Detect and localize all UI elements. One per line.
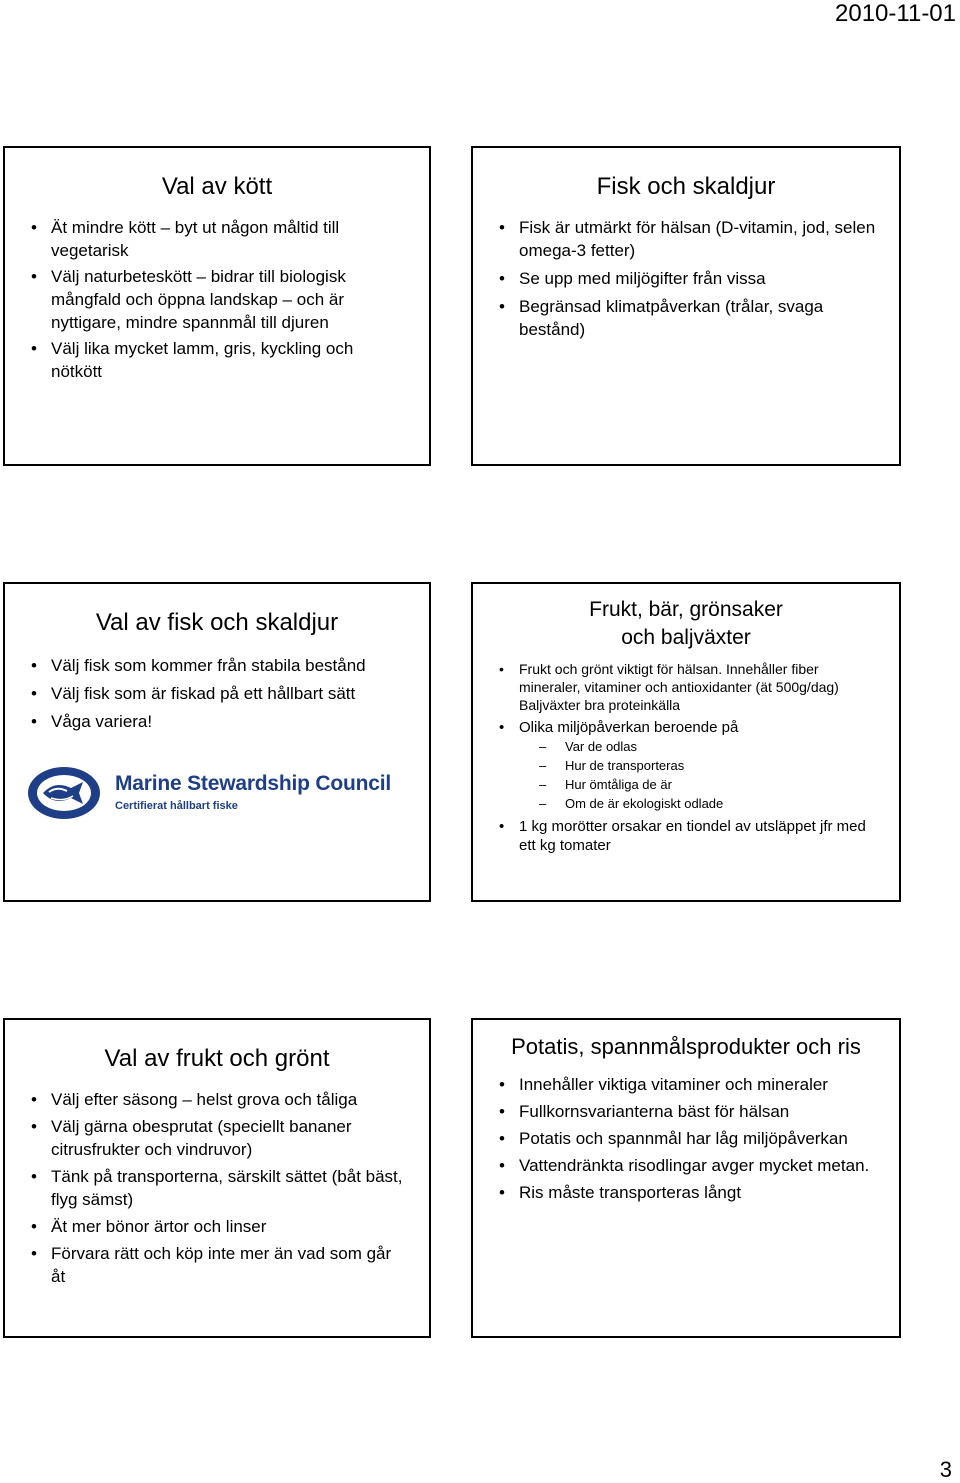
slide-fisk-och-skaldjur [471,146,901,466]
sub-bullet-item: – Hur de transporteras [539,758,685,773]
bullet-item: • Fisk är utmärkt för hälsan (D-vitamin, jod, selen omega-3 fetter) [499,218,876,260]
bullet-icon: • [499,1156,505,1175]
msc-fish-logo-icon [27,766,101,820]
bullet-item: • Våga variera! [31,712,153,731]
bullet-item: • Välj naturbeteskött – bidrar till biologisk mångfald och öppna landskap – och är nyttigare, mindre spannmål till djuren [31,267,346,332]
bullet-item: • Vattendränkta risodlingar avger mycket metan. [499,1156,870,1175]
dash-icon: – [539,777,547,792]
slide-title: Fisk och skaldjur [596,173,776,200]
msc-name: Marine Stewardship Council [115,772,392,795]
bullet-item: • Olika miljöpåverkan beroende på – Var de odlas – Hur de transporteras – Hur ömtåliga de är – Om de är ekologiskt odlade [497,718,879,813]
dash-icon: – [539,796,547,811]
bullet-item: • Ris måste transporteras långt [499,1183,742,1202]
bullet-icon: • [499,661,504,677]
sub-bullet-item: – Var de odlas [539,739,638,754]
sub-bullet-list [519,737,879,813]
slide-val-av-frukt-och-gront [3,1018,431,1338]
bullet-item: • Ät mindre kött – byt ut någon måltid till vegetarisk [31,218,340,260]
bullet-item: • Potatis och spannmål har låg miljöpåverkan [499,1129,848,1148]
bullet-icon: • [499,1075,505,1094]
page-number: 3 [939,1457,952,1482]
bullet-icon: • [499,818,505,835]
bullet-icon: • [499,269,505,288]
msc-logo [27,766,417,822]
bullet-list [497,660,879,855]
bullet-icon: • [499,1183,505,1202]
bullet-icon: • [31,1244,37,1263]
slide-title [473,596,899,652]
bullet-icon: • [31,267,37,286]
bullet-list [29,1088,409,1288]
bullet-icon: • [499,1129,505,1148]
bullet-item: • Ät mer bönor ärtor och linser [31,1217,267,1236]
sub-bullet-item: – Om de är ekologiskt odlade [539,796,724,811]
bullet-item: • Välj lika mycket lamm, gris, kyckling och nötkött [31,339,354,381]
slide-title: Val av fisk och skaldjur [95,609,339,636]
slide-title-line-1: Frukt, bär, grönsaker [589,598,783,621]
bullet-item: • Begränsad klimatpåverkan (trålar, svaga bestånd) [499,297,824,339]
bullet-icon: • [31,218,37,237]
slide-title: Val av frukt och grönt [104,1045,330,1072]
bullet-icon: • [31,712,37,731]
bullet-icon: • [31,339,37,358]
slide-title: Val av kött [161,173,273,200]
slide-val-av-fisk [3,582,431,902]
dash-icon: – [539,758,547,773]
bullet-list [497,1073,879,1204]
bullet-icon: • [499,297,505,316]
bullet-icon: • [31,1217,37,1236]
slide-title-line-2: och baljväxter [621,626,751,649]
slide-frukt-bar-gronsaker [471,582,901,902]
sub-bullet-item: – Hur ömtåliga de är [539,777,672,792]
bullet-item: • Frukt och grönt viktigt för hälsan. Innehåller fiber mineraler, vitaminer och antioxidanter (ät 500g/dag) Baljväxter bra proteinkälla [499,661,839,713]
bullet-item: • Tänk på transporterna, särskilt sättet (båt bäst, flyg sämst) [31,1167,403,1209]
bullet-icon: • [31,1117,37,1136]
bullet-list [497,216,879,341]
slide-val-av-kott [3,146,431,466]
bullet-item: • Välj gärna obesprutat (speciellt bananer citrusfrukter och vindruvor) [31,1117,352,1159]
bullet-item: • Fullkornsvarianterna bäst för hälsan [499,1102,790,1121]
bullet-icon: • [499,218,505,237]
bullet-icon: • [499,719,505,736]
bullet-item: • Välj fisk som är fiskad på ett hållbart sätt [31,684,356,703]
slide-title: Potatis, spannmålsprodukter och ris [511,1034,861,1059]
bullet-list [29,216,409,383]
bullet-item: • 1 kg morötter orsakar en tiondel av utsläppet jfr med ett kg tomater [499,818,866,854]
bullet-item: • Innehåller viktiga vitaminer och mineraler [499,1075,828,1094]
bullet-item: • Välj fisk som kommer från stabila bestånd [31,656,366,675]
bullet-list [29,654,409,733]
bullet-item: • Välj efter säsong – helst grova och tåliga [31,1090,358,1109]
bullet-item: • Se upp med miljögifter från vissa [499,269,766,288]
bullet-icon: • [31,1090,37,1109]
bullet-icon: • [499,1102,505,1121]
bullet-icon: • [31,684,37,703]
bullet-icon: • [31,656,37,675]
slide-potatis-spannmal-ris [471,1018,901,1338]
dash-icon: – [539,739,547,754]
bullet-item: • Förvara rätt och köp inte mer än vad som går åt [31,1244,392,1286]
header-date: 2010-11-01 [835,0,956,27]
bullet-icon: • [31,1167,37,1186]
msc-subtitle: Certifierat hållbart fiske [115,800,238,812]
